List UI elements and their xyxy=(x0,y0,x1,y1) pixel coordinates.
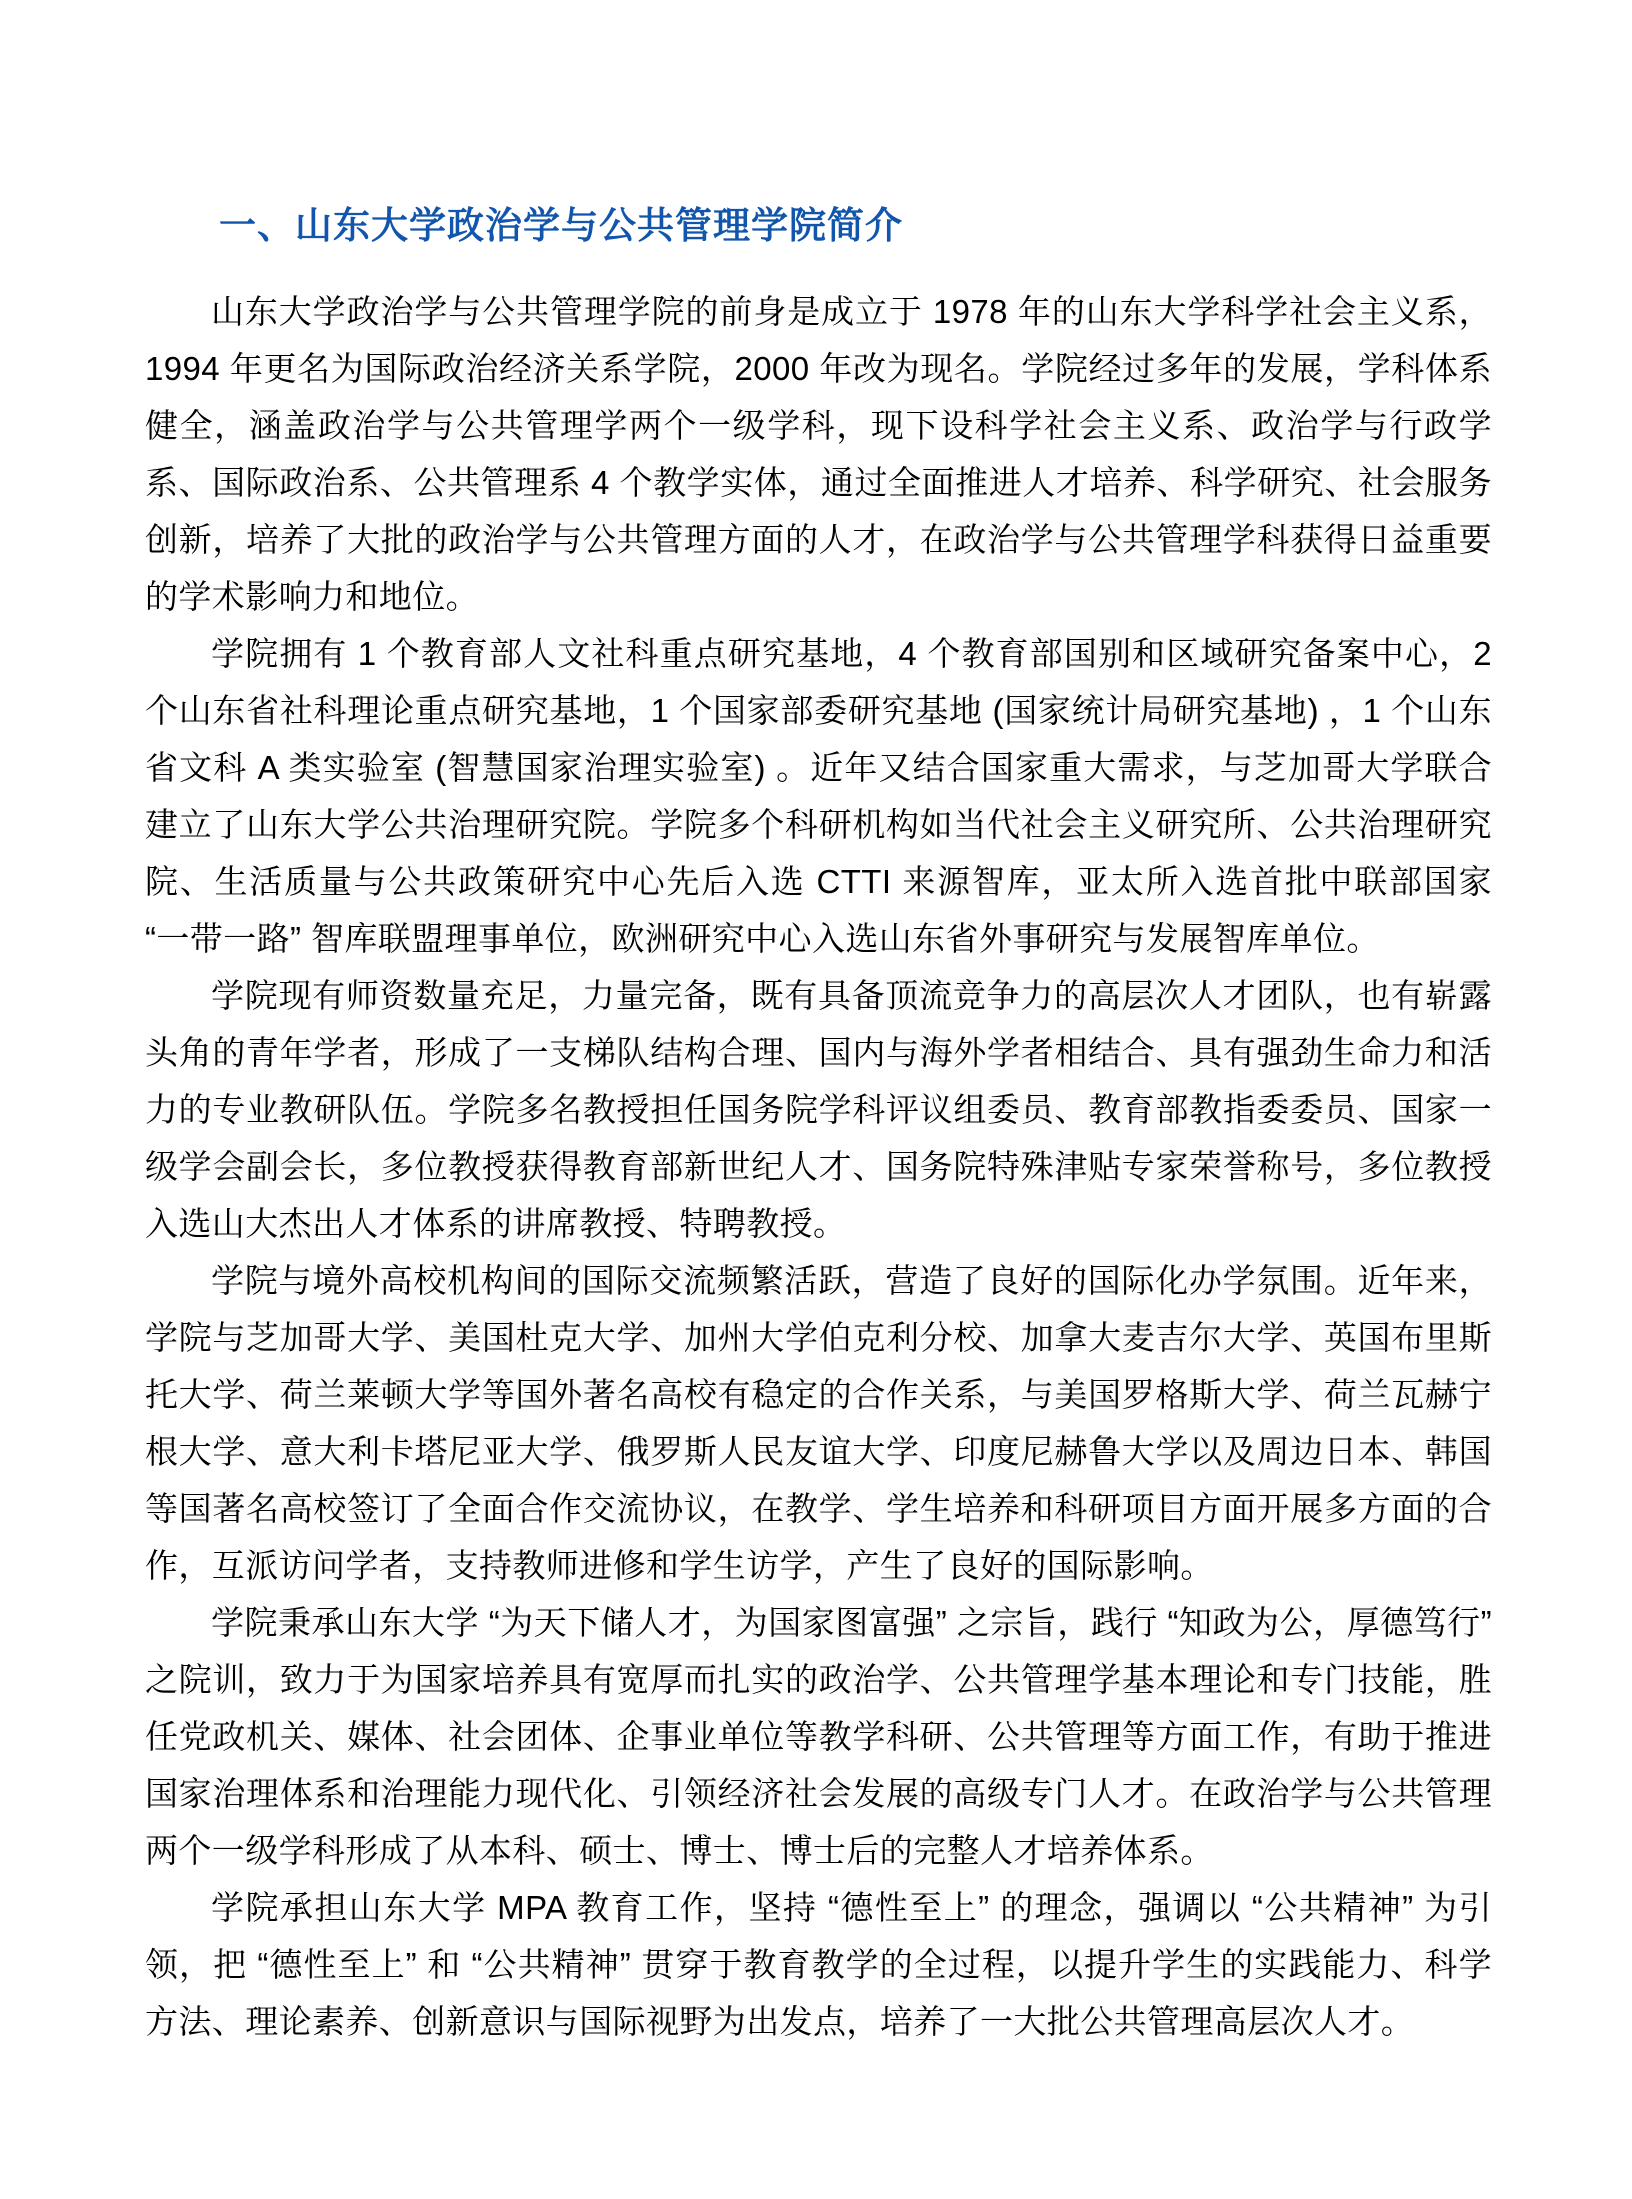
paragraph-history: 山东大学政治学与公共管理学院的前身是成立于 1978 年的山东大学科学社会主义系，1994 年更名为国际政治经济关系学院，2000 年改为现名。学院经过多年的发展，学科体系健全，涵盖政治学与公共管理学两个一级学科，现下设科学社会主义系、政治学与行政学系、国际政治系、公共管理系 4 个教学实体，通过全面推进人才培养、科学研究、社会服务创新，培养了大批的政治学与公共管理方面的人才，在政治学与公共管理学科获得日益重要的学术影响力和地位。 xyxy=(145,293,1492,615)
section-heading: 一、山东大学政治学与公共管理学院简介 xyxy=(219,205,903,246)
paragraph-international-exchange: 学院与境外高校机构间的国际交流频繁活跃，营造了良好的国际化办学氛围。近年来，学院与芝加哥大学、美国杜克大学、加州大学伯克利分校、加拿大麦吉尔大学、英国布里斯托大学、荷兰莱顿大学等国外著名高校有稳定的合作关系，与美国罗格斯大学、荷兰瓦赫宁根大学、意大利卡塔尼亚大学、俄罗斯人民友谊大学、印度尼赫鲁大学以及周边日本、韩国等国著名高校签订了全面合作交流协议，在教学、学生培养和科研项目方面开展多方面的合作，互派访问学者，支持教师进修和学生访学，产生了良好的国际影响。 xyxy=(145,1262,1492,1584)
paragraph-faculty: 学院现有师资数量充足，力量完备，既有具备顶流竞争力的高层次人才团队，也有崭露头角的青年学者，形成了一支梯队结构合理、国内与海外学者相结合、具有强劲生命力和活力的专业教研队伍。学院多名教授担任国务院学科评议组委员、教育部教指委委员、国家一级学会副会长，多位教授获得教育部新世纪人才、国务院特殊津贴专家荣誉称号，多位教授入选山大杰出人才体系的讲席教授、特聘教授。 xyxy=(145,977,1492,1242)
paragraph-mission: 学院秉承山东大学 “为天下储人才，为国家图富强” 之宗旨，践行 “知政为公，厚德笃行” 之院训，致力于为国家培养具有宽厚而扎实的政治学、公共管理学基本理论和专门技能，胜任党政机关、媒体、社会团体、企事业单位等教学科研、公共管理等方面工作，有助于推进国家治理体系和治理能力现代化、引领经济社会发展的高级专门人才。在政治学与公共管理两个一级学科形成了从本科、硕士、博士、博士后的完整人才培养体系。 xyxy=(145,1604,1492,1869)
document-body xyxy=(145,203,1492,2050)
paragraph-mpa-education: 学院承担山东大学 MPA 教育工作，坚持 “德性至上” 的理念，强调以 “公共精神” 为引领，把 “德性至上” 和 “公共精神” 贯穿于教育教学的全过程，以提升学生的实践能力、科学方法、理论素养、创新意识与国际视野为出发点，培养了一大批公共管理高层次人才。 xyxy=(145,1889,1492,2040)
paragraph-research-bases: 学院拥有 1 个教育部人文社科重点研究基地，4 个教育部国别和区域研究备案中心，2 个山东省社科理论重点研究基地，1 个国家部委研究基地 (国家统计局研究基地) ，1 个山东省文科 A 类实验室 (智慧国家治理实验室) 。近年又结合国家重大需求，与芝加哥大学联合建立了山东大学公共治理研究院。学院多个科研机构如当代社会主义研究所、公共治理研究院、生活质量与公共政策研究中心先后入选 CTTI 来源智库，亚太所入选首批中联部国家 “一带一路” 智库联盟理事单位，欧洲研究中心入选山东省外事研究与发展智库单位。 xyxy=(145,635,1492,957)
